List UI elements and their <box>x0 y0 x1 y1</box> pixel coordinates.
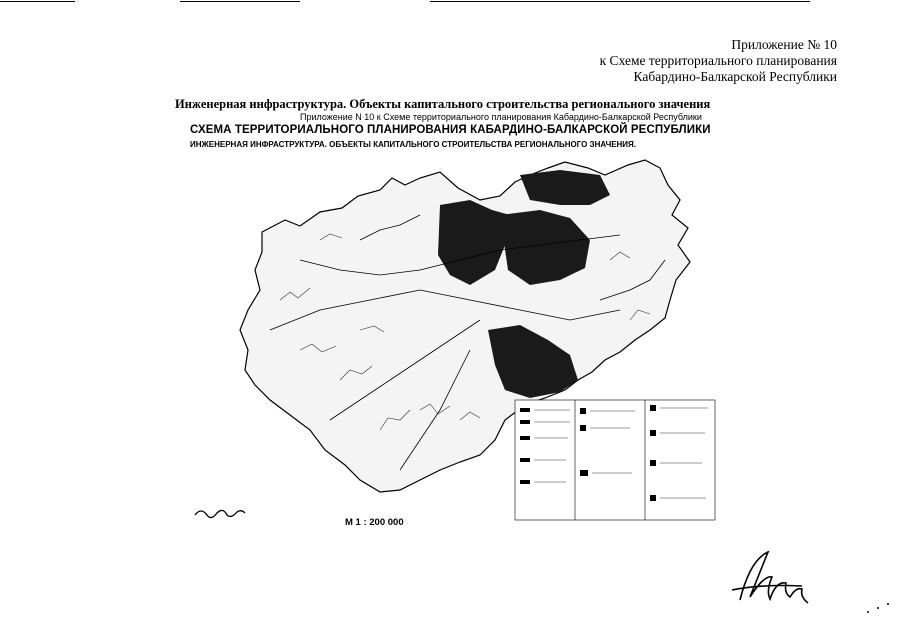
legend-swatch <box>520 480 530 484</box>
signature-dot <box>877 607 879 609</box>
legend-swatch <box>650 495 656 501</box>
map-reference: Приложение N 10 к Схеме территориального планирования Кабардино-Балкарской Республики <box>300 112 702 122</box>
annex-scheme-ref: к Схеме территориального планирования <box>599 53 837 68</box>
legend-swatch <box>650 430 656 436</box>
legend-swatch <box>580 470 588 476</box>
map-scale: М 1 : 200 000 <box>345 517 404 528</box>
legend-swatch <box>580 425 586 431</box>
document-title: Инженерная инфраструктура. Объекты капитального строительства регионального значения <box>175 97 711 111</box>
legend-swatch <box>650 460 656 466</box>
legend-swatch <box>520 458 530 462</box>
map-legend <box>515 400 715 520</box>
map-title: СХЕМА ТЕРРИТОРИАЛЬНОГО ПЛАНИРОВАНИЯ КАБАРДИНО-БАЛКАРСКОЙ РЕСПУБЛИКИ <box>190 124 711 136</box>
settlement-area-east <box>520 170 610 205</box>
signature-dot <box>867 611 869 613</box>
signature-dot <box>887 603 889 605</box>
legend-swatch <box>520 420 530 424</box>
annex-republic: Кабардино-Балкарской Республики <box>633 69 837 84</box>
handwritten-signature <box>732 552 808 603</box>
legend-swatch <box>520 408 530 412</box>
map-subtitle: ИНЖЕНЕРНАЯ ИНФРАСТРУКТУРА. ОБЪЕКТЫ КАПИТАЛЬНОГО СТРОИТЕЛЬСТВА РЕГИОНАЛЬНОГО ЗНАЧЕНИЯ. <box>190 140 637 149</box>
legend-swatch <box>580 408 586 414</box>
legend-swatch <box>650 405 656 411</box>
map-signature <box>195 510 245 517</box>
annex-number: Приложение № 10 <box>731 37 837 52</box>
legend-swatch <box>520 436 530 440</box>
